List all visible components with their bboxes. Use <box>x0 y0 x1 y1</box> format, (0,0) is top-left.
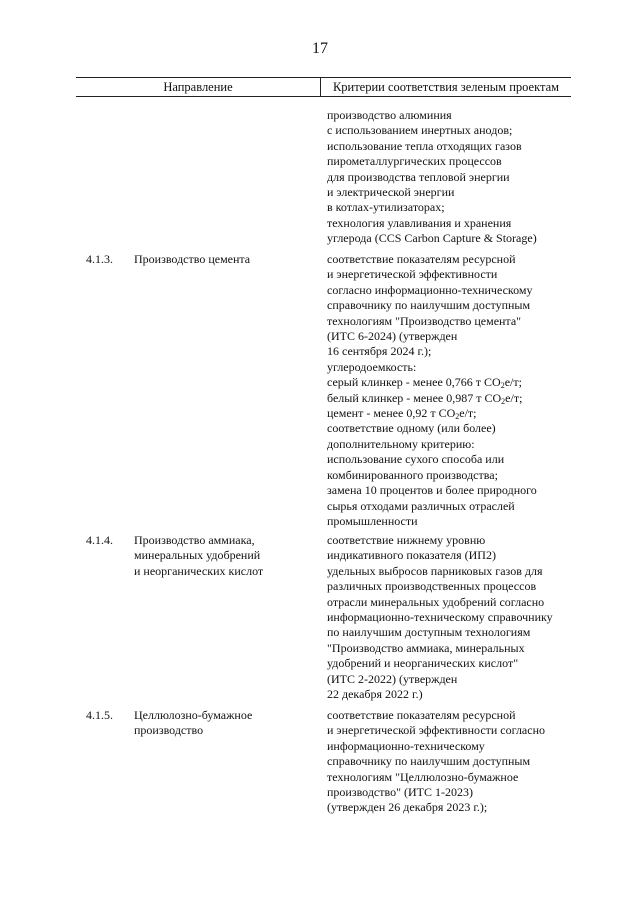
row-criteria <box>327 252 577 529</box>
text-line: различных производственных процессов <box>327 579 537 594</box>
text-line: информационно-техническому <box>327 738 485 753</box>
text-line: технология улавливания и хранения <box>327 215 512 230</box>
text-line: информационно-техническому справочнику <box>327 610 553 625</box>
row-number: 4.1.5. <box>86 708 113 722</box>
text-line: технологиям "Целлюлозно-бумажное <box>327 769 519 784</box>
text-line: пирометаллургических процессов <box>327 154 502 169</box>
text-line: справочнику по наилучшим доступным <box>327 298 531 313</box>
text-line: с использованием инертных анодов; <box>327 123 513 138</box>
text-line: углерода (CCS Carbon Capture & Storage) <box>327 231 537 246</box>
co2-subscript: 2 <box>455 412 460 422</box>
text-line: в котлах-утилизаторах; <box>327 200 445 215</box>
row-number: 4.1.3. <box>86 252 113 266</box>
text-line: (утвержден 26 декабря 2023 г.); <box>327 800 488 815</box>
direction-line: минеральных удобрений <box>134 548 261 563</box>
text-line: соответствие нижнему уровню <box>327 533 486 547</box>
co2-prefix: белый клинкер - менее 0,987 т CO <box>327 390 502 405</box>
co2-subscript: 2 <box>500 381 505 391</box>
text-line: использование тепла отходящих газов <box>327 138 522 153</box>
row-direction <box>134 708 314 739</box>
text-line: использование сухого способа или <box>327 452 505 467</box>
text-line: технологиям "Производство цемента" <box>327 313 522 328</box>
text-line: сырья отходами различных отраслей <box>327 498 515 513</box>
text-line: удельных выбросов парниковых газов для <box>327 563 543 578</box>
co2-line <box>327 375 577 390</box>
text-line: согласно информационно-техническому <box>327 282 533 297</box>
text-line: для производства тепловой энергии <box>327 169 510 184</box>
co2-suffix: е/т; <box>505 390 523 405</box>
page-number: 17 <box>312 40 328 57</box>
header-direction: Направление <box>163 80 233 94</box>
text-line: по наилучшим доступным технологиям <box>327 625 531 640</box>
row-criteria <box>327 708 577 816</box>
direction-line: Производство цемента <box>134 252 251 266</box>
text-line: отрасли минеральных удобрений согласно <box>327 594 545 609</box>
text-line: удобрений и неорганических кислот" <box>327 656 519 671</box>
text-line: замена 10 процентов и более природного <box>327 483 537 498</box>
text-line: 22 декабря 2022 г.) <box>327 687 423 702</box>
text-line: и энергетической эффективности <box>327 267 498 282</box>
text-line: соответствие одному (или более) <box>327 421 496 436</box>
text-line: индикативного показателя (ИП2) <box>327 548 496 563</box>
row-number: 4.1.4. <box>86 533 113 547</box>
text-line: справочнику по наилучшим доступным <box>327 754 531 769</box>
direction-line: производство <box>134 723 204 738</box>
co2-suffix: е/т; <box>459 406 477 421</box>
co2-subscript: 2 <box>501 396 506 406</box>
text-line: комбинированного производства; <box>327 467 498 482</box>
text-line: промышленности <box>327 513 418 528</box>
text-line: соответствие показателям ресурсной <box>327 252 516 266</box>
text-line: 16 сентября 2024 г.); <box>327 344 432 359</box>
continuation-criteria <box>327 108 577 247</box>
row-direction <box>134 252 314 267</box>
text-line: "Производство аммиака, минеральных <box>327 640 525 655</box>
direction-line: и неорганических кислот <box>134 563 264 578</box>
co2-line <box>327 391 577 406</box>
text-line: (ИТС 6-2024) (утвержден <box>327 329 458 344</box>
row-criteria <box>327 533 577 702</box>
co2-suffix: е/т; <box>504 375 522 390</box>
co2-prefix: серый клинкер - менее 0,766 т CO <box>327 375 501 390</box>
text-line: (ИТС 2-2022) (утвержден <box>327 671 458 686</box>
row-direction <box>134 533 314 579</box>
text-line: и электрической энергии <box>327 185 455 200</box>
text-line: производство алюминия <box>327 108 452 122</box>
co2-prefix: цемент - менее 0,92 т CO <box>327 406 456 421</box>
text-line: углеродоемкость: <box>327 359 417 374</box>
direction-line: Целлюлозно-бумажное <box>134 708 253 722</box>
header-criteria: Критерии соответствия зеленым проектам <box>332 80 560 94</box>
table-header <box>76 77 571 97</box>
co2-line <box>327 406 577 421</box>
text-line: дополнительному критерию: <box>327 436 475 451</box>
direction-line: Производство аммиака, <box>134 533 255 547</box>
text-line: и энергетической эффективности согласно <box>327 723 546 738</box>
text-line: производство" (ИТС 1-2023) <box>327 785 473 800</box>
text-line: соответствие показателям ресурсной <box>327 708 516 722</box>
